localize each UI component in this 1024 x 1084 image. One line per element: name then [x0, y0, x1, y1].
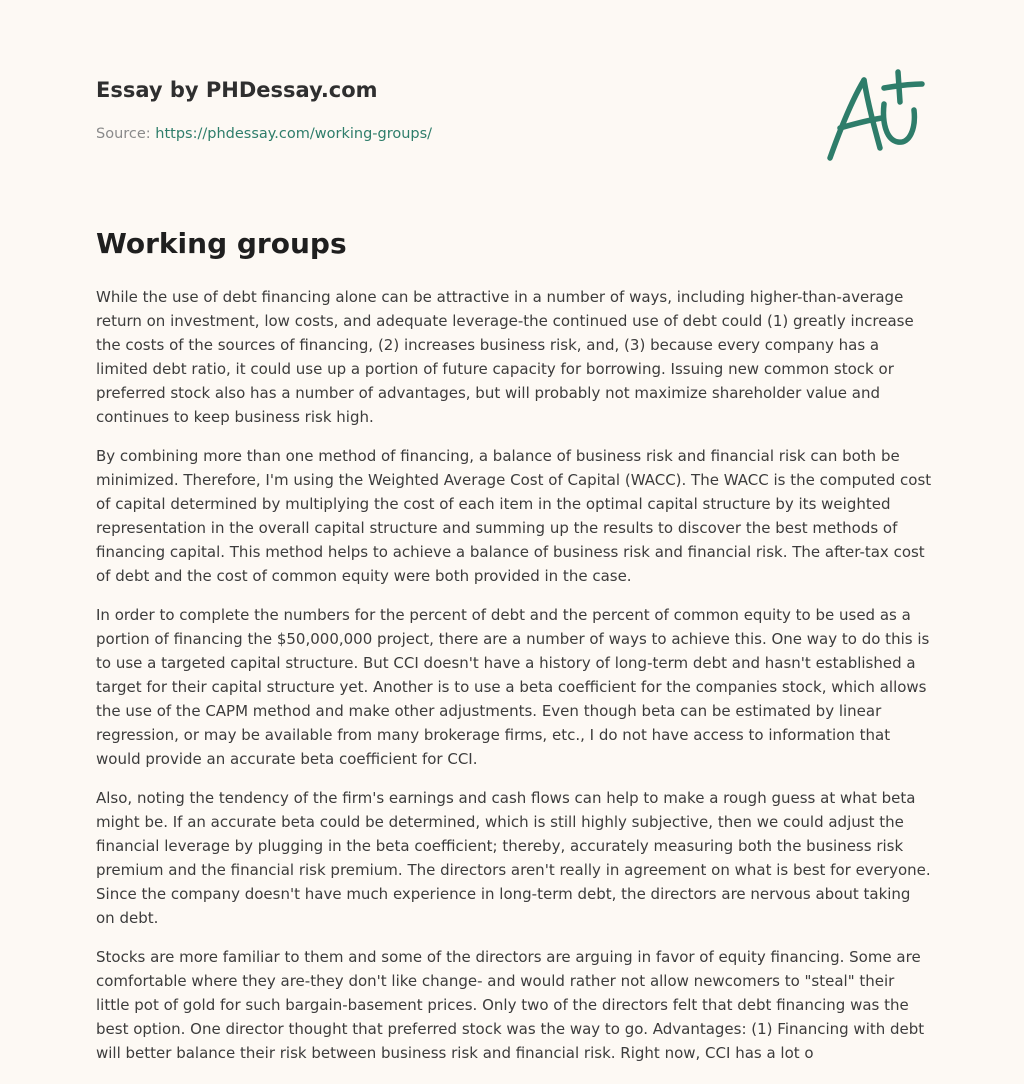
essay-paragraph: By combining more than one method of financing, a balance of business risk and financial risk can both be minimized. Therefore, I'm using the Weighted Average Cost of Capital (WACC). The WACC is the computed cost of capital determined by multiplying the cost of each item in the optimal capital structure by its weighted representation in the overall capital structure and summing up the results to discover the best methods of financing capital. This method helps to achieve a balance of business risk and financial risk. The after-tax cost of debt and the cost of common equity were both provided in the case. — [96, 447, 932, 585]
brand-title: Essay by PHDessay.com — [96, 78, 378, 102]
source-line — [96, 124, 796, 144]
essay-body — [96, 285, 932, 1080]
source-link[interactable]: https://phdessay.com/working-groups/ — [155, 126, 433, 142]
essay-paragraph: In order to complete the numbers for the percent of debt and the percent of common equity to be used as a portion of financing the $50,000,000 project, there are a number of ways to achieve this. One way to do this is to use a targeted capital structure. But CCI doesn't have a history of long-term debt and hasn't established a target for their capital structure yet. Another is to use a beta coefficient for the companies stock, which allows the use of the CAPM method and make other adjustments. Even though beta can be estimated by linear regression, or may be available from many brokerage firms, etc., I do not have access to information that would provide an accurate beta coefficient for CCI. — [96, 606, 930, 768]
essay-paragraph: While the use of debt financing alone can be attractive in a number of ways, including higher-than-average return on investment, low costs, and adequate leverage-the continued use of debt could (1) greatly increase the costs of the sources of financing, (2) increases business risk, and, (3) because every company has a limited debt ratio, it could use up a portion of future capacity for borrowing. Issuing new common stock or preferred stock also has a number of advantages, but will probably not maximize shareholder value and continues to keep business risk high. — [96, 288, 914, 426]
essay-title: Working groups — [96, 227, 347, 260]
source-label: Source: — [96, 126, 156, 142]
essay-paragraph: Also, noting the tendency of the firm's earnings and cash flows can help to make a rough guess at what beta might be. If an accurate beta could be determined, which is still highly subjective, then we could adjust the financial leverage by plugging in the beta coefficient; thereby, accurately measuring both the business risk premium and the financial risk premium. The directors aren't really in agreement on what is best for everyone. Since the company doesn't have much experience in long-term debt, the directors are nervous about taking on debt. — [96, 789, 931, 927]
a-plus-logo-icon — [818, 64, 930, 168]
essay-paragraph: Stocks are more familiar to them and some of the directors are arguing in favor of equity financing. Some are comfortable where they are-they don't like change- and would rather not allow newcomers to "steal" their little pot of gold for such bargain-basement prices. Only two of the directors felt that debt financing was the best option. One director thought that preferred stock was the way to go. Advantages: (1) Financing with debt will better balance their risk between business risk and financial risk. Right now, CCI has a lot o — [96, 948, 925, 1062]
page-header — [96, 76, 796, 144]
